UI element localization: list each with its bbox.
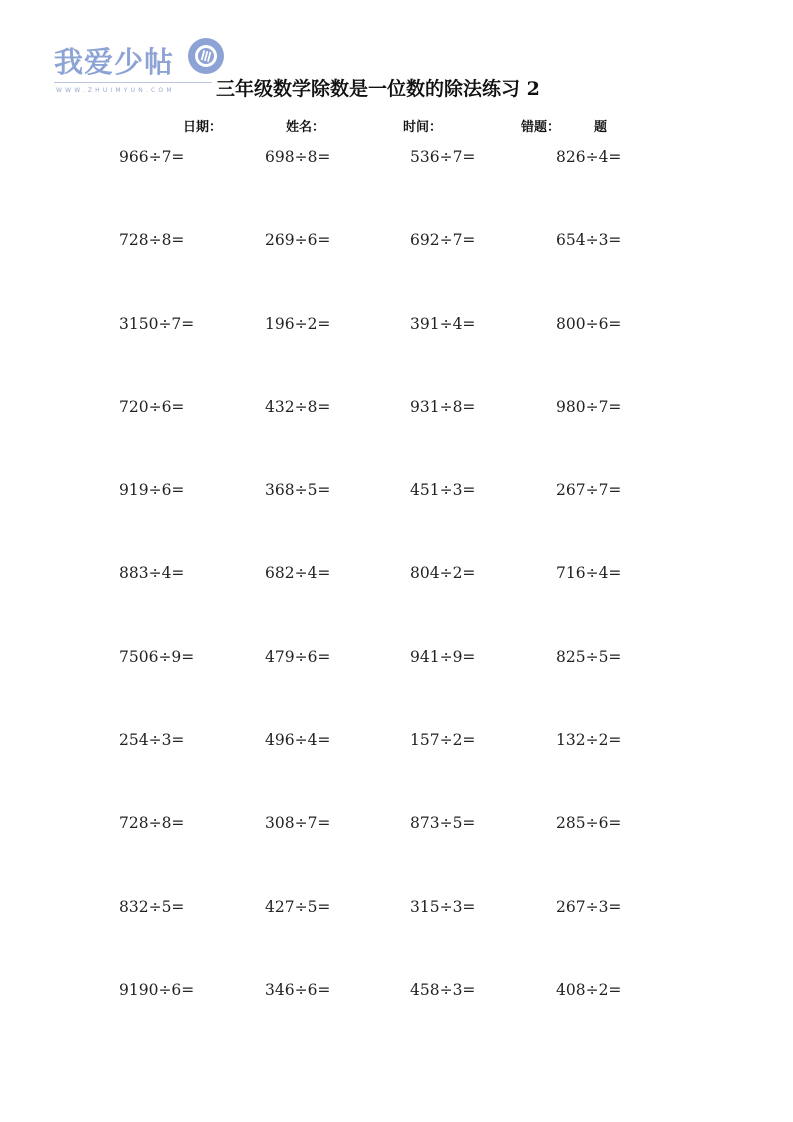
problem: 728÷8= xyxy=(119,231,185,250)
problem-row xyxy=(0,315,793,398)
chat-bubble-icon xyxy=(188,38,224,74)
site-logo xyxy=(54,38,224,98)
date-label: 日期： xyxy=(183,120,223,135)
problem: 7506÷9= xyxy=(119,647,195,666)
problem: 698÷8= xyxy=(265,148,331,166)
problem: 804÷2= xyxy=(410,564,476,583)
problem: 479÷6= xyxy=(265,647,331,666)
problem-row xyxy=(0,564,793,647)
problem: 308÷7= xyxy=(265,814,331,833)
problem: 267÷7= xyxy=(556,481,622,500)
problem: 682÷4= xyxy=(265,564,331,583)
problem: 832÷5= xyxy=(119,897,185,916)
logo-divider xyxy=(54,82,212,83)
problem: 157÷2= xyxy=(410,731,476,750)
problem: 427÷5= xyxy=(265,897,331,916)
problem: 368÷5= xyxy=(265,481,331,500)
problem: 458÷3= xyxy=(410,980,476,999)
problem: 980÷7= xyxy=(556,397,622,416)
errors-suffix: 题 xyxy=(594,120,608,135)
problem: 716÷4= xyxy=(556,564,622,583)
problem: 728÷8= xyxy=(119,814,185,833)
worksheet-title: 三年级数学除数是一位数的除法练习 2 xyxy=(216,78,540,100)
problem: 496÷4= xyxy=(265,731,331,750)
problem: 269÷6= xyxy=(265,231,331,250)
problem: 196÷2= xyxy=(265,314,331,333)
problem-grid xyxy=(0,148,793,1064)
logo-text: 我爱少帖 xyxy=(54,45,175,79)
problem: 254÷3= xyxy=(119,731,185,750)
problem-row xyxy=(0,398,793,481)
problem: 826÷4= xyxy=(556,148,622,166)
problem-row xyxy=(0,148,793,231)
problem: 285÷6= xyxy=(556,814,622,833)
problem-row xyxy=(0,981,793,1064)
time-label: 时间： xyxy=(403,120,443,135)
problem: 692÷7= xyxy=(410,231,476,250)
problem: 9190÷6= xyxy=(119,980,195,999)
problem: 800÷6= xyxy=(556,314,622,333)
problem-row xyxy=(0,731,793,814)
problem: 919÷6= xyxy=(119,481,185,500)
problem: 873÷5= xyxy=(410,814,476,833)
problem-row xyxy=(0,648,793,731)
problem: 346÷6= xyxy=(265,980,331,999)
problem-row xyxy=(0,814,793,897)
problem: 720÷6= xyxy=(119,397,185,416)
problem: 654÷3= xyxy=(556,231,622,250)
problem: 883÷4= xyxy=(119,564,185,583)
problem: 132÷2= xyxy=(556,731,622,750)
errors-label: 错题： xyxy=(521,120,561,135)
problem: 391÷4= xyxy=(410,314,476,333)
logo-url: WWW.ZHUIMYUN.COM xyxy=(56,87,175,94)
problem: 408÷2= xyxy=(556,980,622,999)
problem: 432÷8= xyxy=(265,397,331,416)
problem: 941÷9= xyxy=(410,647,476,666)
problem: 267÷3= xyxy=(556,897,622,916)
name-label: 姓名： xyxy=(286,120,326,135)
problem: 451÷3= xyxy=(410,481,476,500)
problem: 536÷7= xyxy=(410,148,476,166)
problem-row xyxy=(0,481,793,564)
problem: 931÷8= xyxy=(410,397,476,416)
problem-row xyxy=(0,898,793,981)
problem: 315÷3= xyxy=(410,897,476,916)
problem: 966÷7= xyxy=(119,148,185,166)
problem-row xyxy=(0,231,793,314)
problem: 3150÷7= xyxy=(119,314,195,333)
problem: 825÷5= xyxy=(556,647,622,666)
